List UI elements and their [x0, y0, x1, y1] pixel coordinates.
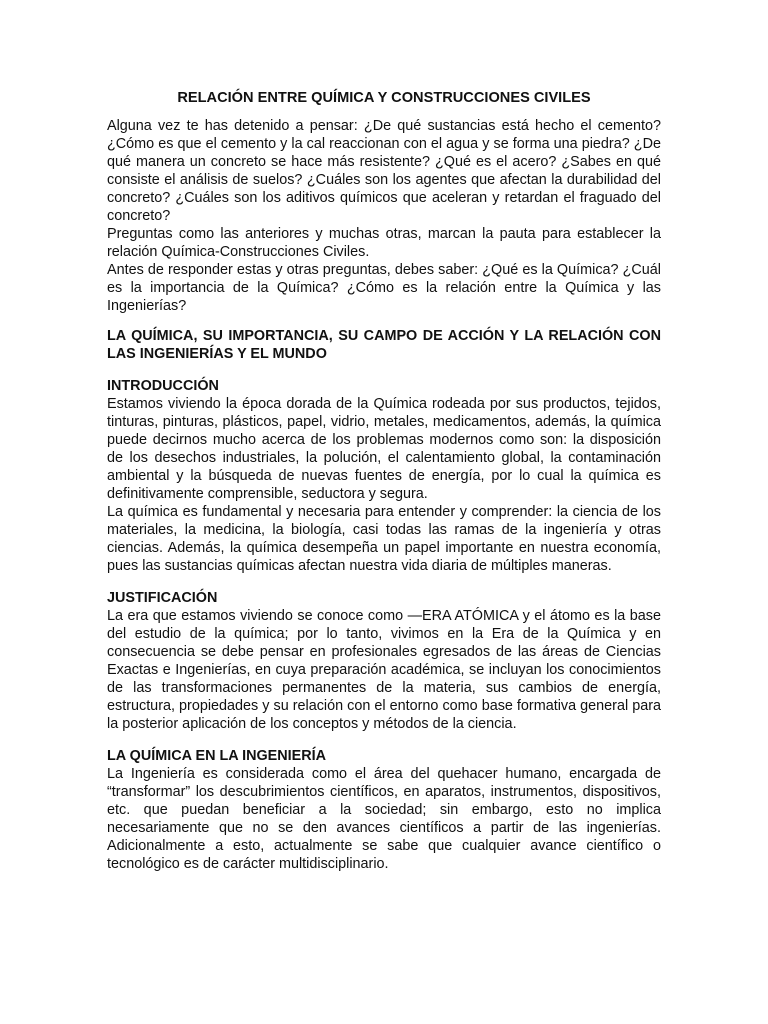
document-page	[107, 89, 661, 873]
introduccion-paragraph-2: La química es fundamental y necesaria para entender y comprender: la ciencia de los materiales, la medicina, la biología, casi todas las ramas de la ingeniería y otras ciencias. Además, la química desempeña un papel importante en nuestra economía, pues las sustancias químicas afectan nuestra vida diaria de múltiples maneras.	[107, 504, 661, 574]
section-heading-justificacion: JUSTIFICACIÓN	[107, 590, 218, 606]
document-title: RELACIÓN ENTRE QUÍMICA Y CONSTRUCCIONES CIVILES	[177, 90, 591, 106]
intro-paragraph-3: Antes de responder estas y otras preguntas, debes saber: ¿Qué es la Química? ¿Cuál es la importancia de la Química? ¿Cómo es la relación entre la Química y las Ingenierías?	[107, 262, 661, 314]
introduccion-paragraph-1: Estamos viviendo la época dorada de la Química rodeada por sus productos, tejidos, tinturas, pinturas, plásticos, papel, vidrio, metales, medicamentos, además, la química puede decirnos mucho acerca de los problemas modernos como son: la disposición de los desechos industriales, la polución, el calentamiento global, la contaminación ambiental y la búsqueda de nuevas fuentes de energía, por lo cual la química es definitivamente comprensible, seductora y segura.	[107, 396, 661, 502]
section-heading-ingenieria: LA QUÍMICA EN LA INGENIERÍA	[107, 748, 327, 764]
main-heading: LA QUÍMICA, SU IMPORTANCIA, SU CAMPO DE ACCIÓN Y LA RELACIÓN CON LAS INGENIERÍAS Y EL MUNDO	[107, 328, 661, 362]
ingenieria-paragraph-1: La Ingeniería es considerada como el área del quehacer humano, encargada de “transformar” los descubrimientos científicos, en aparatos, instrumentos, dispositivos, etc. que puedan beneficiar a la sociedad; sin embargo, esto no implica necesariamente que no se den avances científicos a partir de las ingenierías. Adicionalmente a esto, actualmente se sabe que cualquier avance científico o tecnológico es de carácter multidisciplinario.	[107, 766, 661, 872]
intro-paragraph-1: Alguna vez te has detenido a pensar: ¿De qué sustancias está hecho el cemento? ¿Cómo es que el cemento y la cal reaccionan con el agua y se forma una piedra? ¿De qué manera un concreto se hace más resistente? ¿Qué es el acero? ¿Sabes en qué consiste el análisis de suelos? ¿Cuáles son los agentes que afectan la durabilidad del concreto? ¿Cuáles son los aditivos químicos que aceleran y retardan el fraguado del concreto?	[107, 118, 661, 224]
intro-paragraph-2: Preguntas como las anteriores y muchas otras, marcan la pauta para establecer la relación Química-Construcciones Civiles.	[107, 226, 661, 260]
justificacion-paragraph-1: La era que estamos viviendo se conoce como ―ERA ATÓMICA y el átomo es la base del estudio de la química; por lo tanto, vivimos en la Era de la Química y en consecuencia se debe pensar en profesionales egresados de las áreas de Ciencias Exactas e Ingenierías, en cuya preparación académica, se incluyan los conocimientos de las transformaciones permanentes de la materia, sus cambios de energía, estructura, propiedades y su relación con el entorno como base formativa general para la posterior aplicación de los conceptos y métodos de la ciencia.	[107, 608, 661, 732]
section-heading-introduccion: INTRODUCCIÓN	[107, 378, 219, 394]
